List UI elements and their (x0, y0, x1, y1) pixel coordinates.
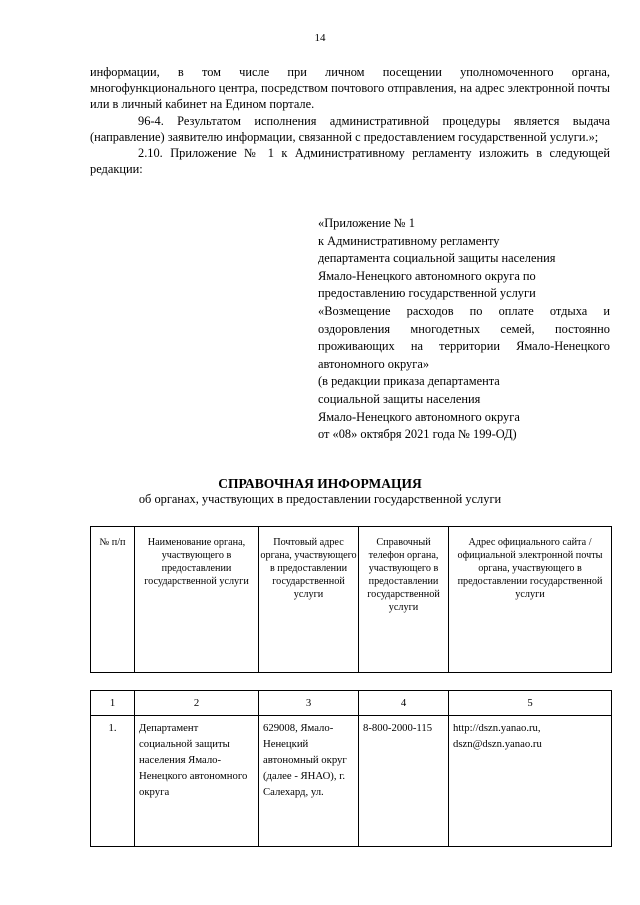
appendix-line: предоставлению государственной услуги (318, 286, 536, 301)
edition-line: (в редакции приказа департамента (318, 374, 500, 389)
website-email: http://dszn.yanao.ru, dszn@dszn.yanao.ru (449, 716, 612, 847)
phone-number: 8-800-2000-115 (359, 716, 449, 847)
paragraph: 96-4. Результатом исполнения административной процедуры является выдача (направление) заявителю информации, связанной с предоставлением государственной услуги.»; (90, 113, 610, 144)
column-number: 2 (135, 691, 259, 716)
header-cell: Почтовый адрес органа, участвующего в предоставлении государственной услуги (259, 527, 359, 673)
appendix-header (318, 215, 610, 444)
column-number: 4 (359, 691, 449, 716)
edition-line: от «08» октября 2021 года № 199-ОД) (318, 427, 517, 442)
postal-address: 629008, Ямало-Ненецкий автономный округ (далее - ЯНАО), г. Салехард, ул. (259, 716, 359, 847)
column-number: 3 (259, 691, 359, 716)
body-text (90, 64, 610, 177)
header-cell: Адрес официального сайта /официальной электронной почты органа, участвующего в предоставлении государственной услуги (449, 527, 612, 673)
row-number: 1. (91, 716, 135, 847)
header-cell: № п/п (91, 527, 135, 673)
appendix-line: департамента социальной защиты населения (318, 251, 556, 266)
column-number: 5 (449, 691, 612, 716)
table-row (91, 716, 612, 847)
paragraph: 2.10. Приложение № 1 к Административному регламенту изложить в следующей редакции: (90, 146, 610, 177)
organization-name: Департамент социальной защиты населения Ямало-Ненецкого автономного округа (135, 716, 259, 847)
header-cell: Наименование органа, участвующего в предоставлении государственной услуги (135, 527, 259, 673)
paragraph: информации, в том числе при личном посещении уполномоченного органа, многофункционального центра, посредством почтового отправления, на адрес электронной почты или в личный кабинет на Едином портале. (90, 65, 610, 112)
column-number-row (91, 691, 612, 716)
service-name: «Возмещение расходов по оплате отдыха и оздоровления многодетных семей, постоянно проживающих на территории Ямало-Ненецкого автономного округа» (318, 303, 610, 371)
data-table (90, 690, 612, 847)
appendix-line: к Административному регламенту (318, 233, 500, 248)
edition-line: Ямало-Ненецкого автономного округа (318, 409, 520, 424)
reference-subtitle: об органах, участвующих в предоставлении государственной услуги (138, 492, 502, 506)
edition-line: социальной защиты населения (318, 391, 481, 406)
header-table (90, 526, 612, 673)
appendix-line: «Приложение № 1 (318, 216, 415, 230)
reference-title: СПРАВОЧНАЯ ИНФОРМАЦИЯ (218, 476, 422, 491)
header-row (91, 527, 612, 673)
header-cell: Справочный телефон органа, участвующего в предоставлении государственной услуги (359, 527, 449, 673)
page-number: 14 (314, 32, 326, 44)
appendix-line: Ямало-Ненецкого автономного округа по (318, 268, 536, 283)
column-number: 1 (91, 691, 135, 716)
